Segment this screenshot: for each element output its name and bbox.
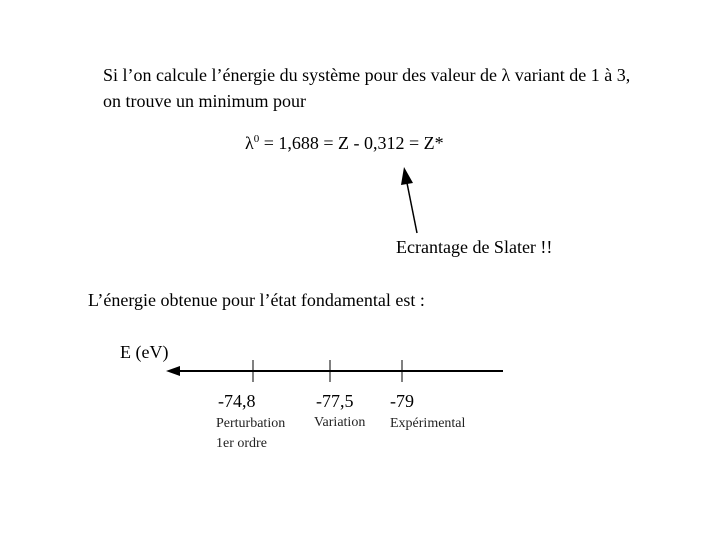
intro-line-1: Si l’on calcule l’énergie du système pour des valeur de λ variant de 1 à 3, [103,65,631,85]
tick-label-variation: Variation [314,415,366,430]
slater-note: Ecrantage de Slater !! [396,237,553,257]
energy-axis-label: E (eV) [120,342,169,362]
formula-rest: = 1,688 = Z - 0,312 = Z* [259,133,444,153]
tick-value-variation: -77,5 [316,391,354,411]
tick-value-experimental: -79 [390,391,414,411]
tick-value-perturbation: -74,8 [218,391,256,411]
slater-pointer-arrowhead [401,167,413,185]
formula-lambda: λ [245,133,254,153]
slater-pointer-line [407,183,417,233]
formula-superscript: 0 [253,133,260,145]
tick-label-perturbation [216,414,285,454]
energy-statement: L’énergie obtenue pour l’état fondamental est : [88,290,425,310]
intro-line-2: on trouve un minimum pour [103,91,306,111]
tick-label-perturbation-line2: 1er ordre [216,436,267,451]
tick-label-perturbation-line1: Perturbation [216,416,286,431]
tick-label-experimental: Expérimental [390,416,466,431]
energy-axis-arrowhead [166,366,180,376]
